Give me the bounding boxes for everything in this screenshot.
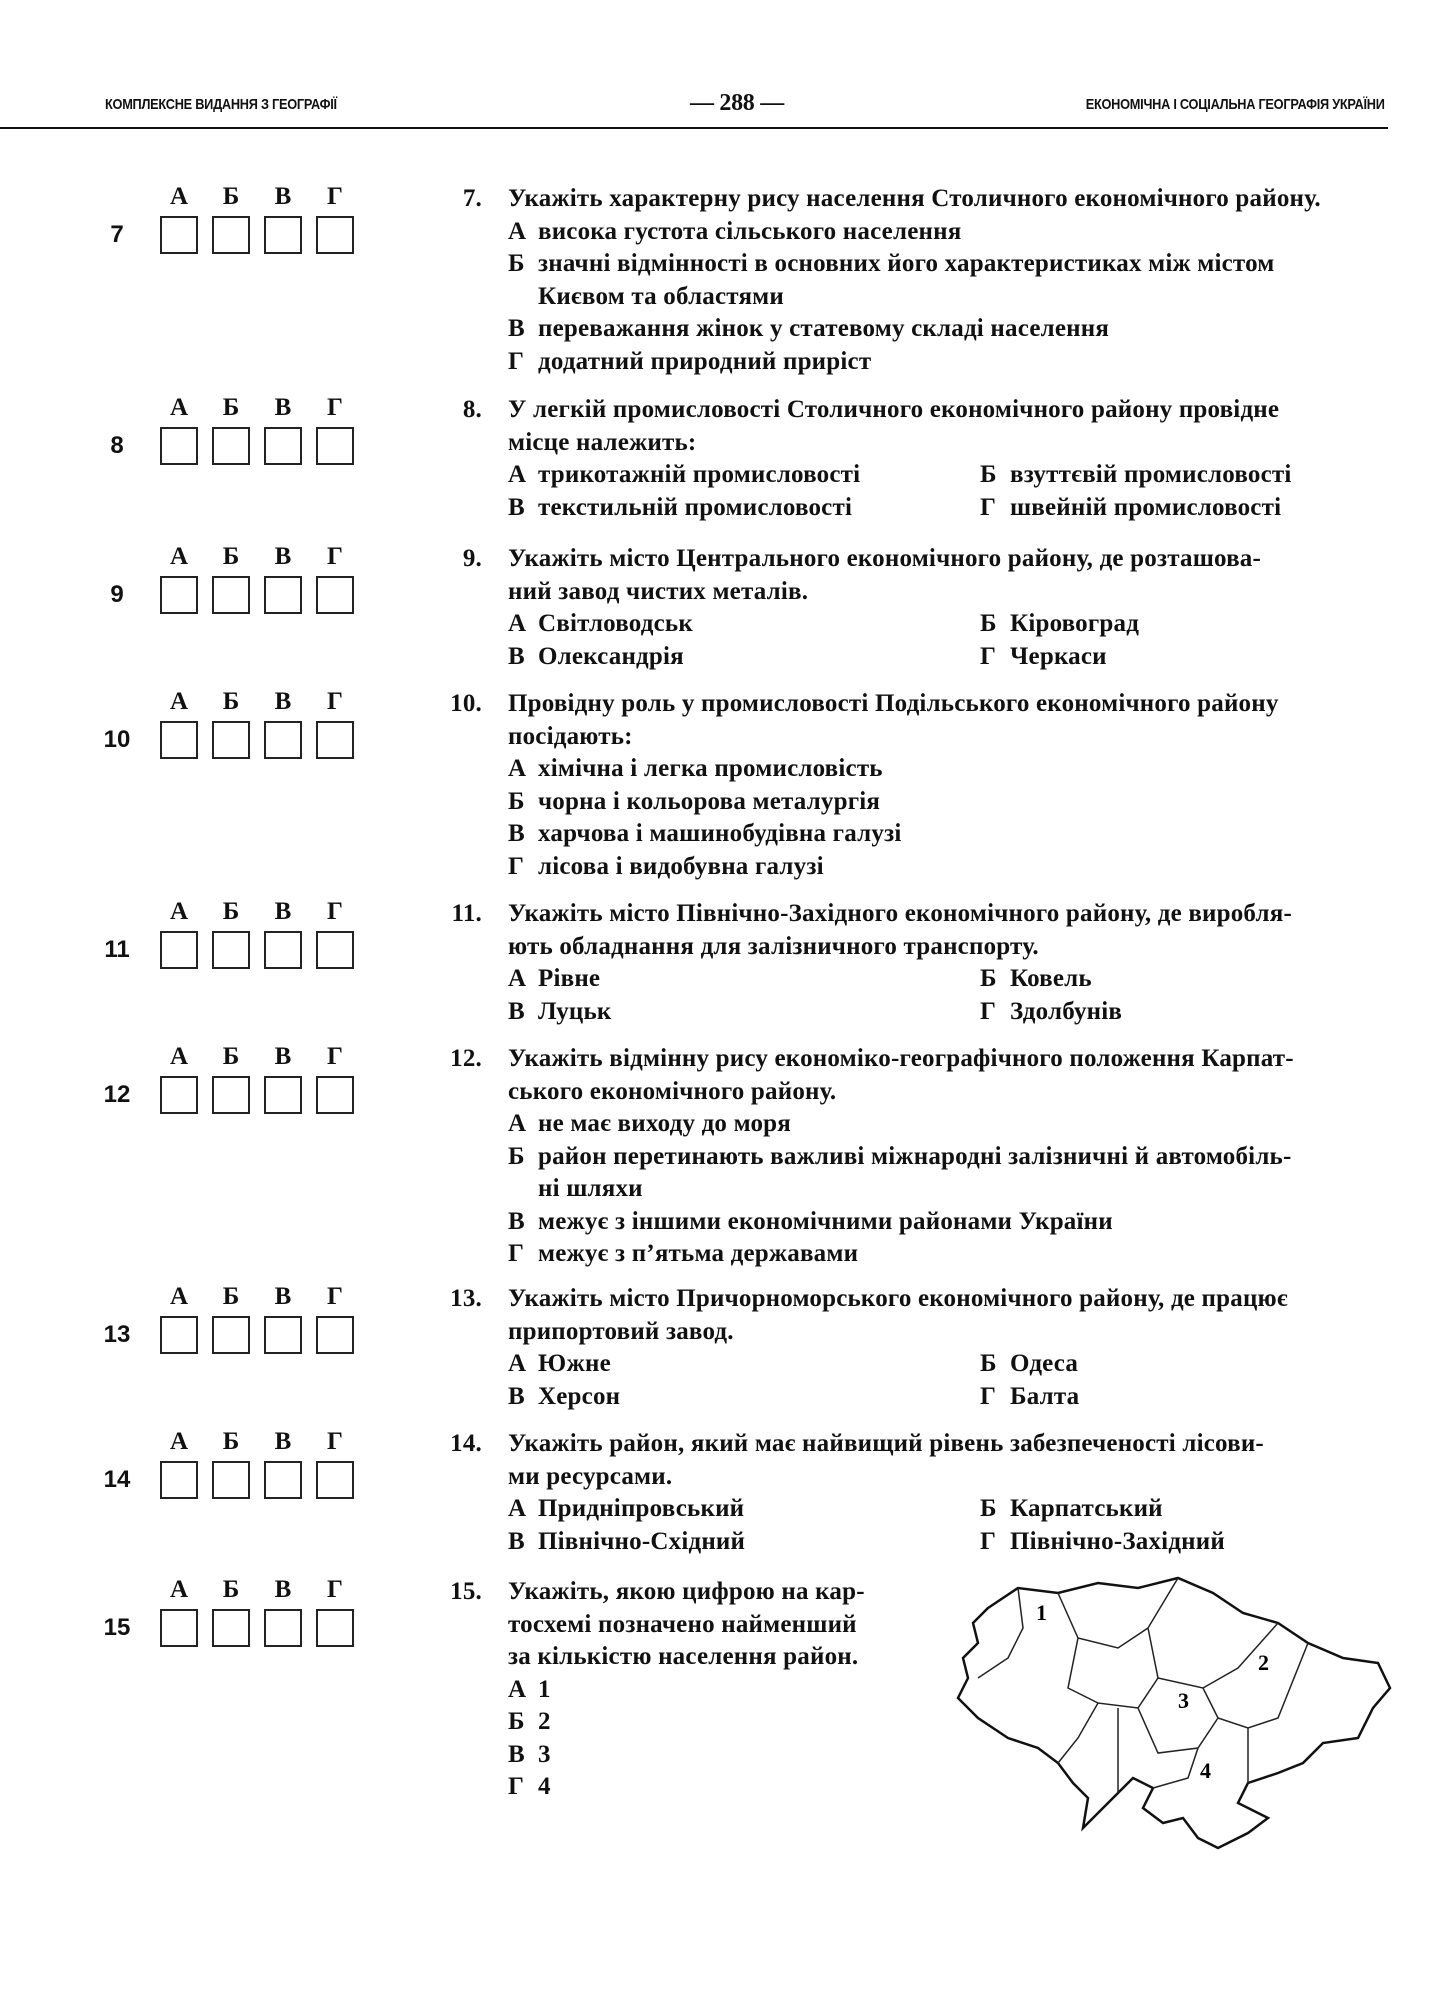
- question-text: за кількістю населення район.: [508, 1643, 859, 1670]
- answer-letter: Б: [222, 1043, 240, 1070]
- option-text[interactable]: висока густота сільського населення: [538, 217, 962, 245]
- answer-letter: А: [169, 688, 189, 715]
- answer-letter: А: [169, 1576, 189, 1603]
- question-text: ми ресурсами.: [508, 1462, 673, 1490]
- answer-letter: Б: [222, 394, 240, 421]
- question-text: ють обладнання для залізничного транспорту.: [508, 932, 1039, 960]
- map-outline: [958, 1578, 1390, 1848]
- option-letter[interactable]: А: [508, 965, 527, 992]
- option-text[interactable]: Здолбунів: [1010, 997, 1123, 1025]
- answer-checkbox[interactable]: [316, 721, 354, 759]
- question-text: Укажіть, якою цифрою на кар-: [508, 1578, 865, 1605]
- option-letter[interactable]: Б: [980, 461, 997, 488]
- option-letter[interactable]: Б: [980, 1350, 997, 1377]
- answer-checkbox[interactable]: [264, 1609, 302, 1647]
- header-divider: [0, 127, 1388, 129]
- answer-letter: В: [274, 688, 292, 715]
- option-text[interactable]: Карпатський: [1010, 1495, 1163, 1522]
- option-text[interactable]: Світловодськ: [538, 610, 693, 637]
- option-letter[interactable]: Б: [508, 1142, 525, 1170]
- answer-row-number: 15: [103, 1614, 131, 1641]
- option-text[interactable]: Північно-Західний: [1010, 1527, 1225, 1555]
- option-letter[interactable]: Г: [980, 1382, 997, 1410]
- question-text: Укажіть характерну рису населення Столичного економічного району.: [508, 185, 1321, 212]
- option-letter[interactable]: В: [508, 493, 525, 521]
- option-letter[interactable]: Б: [508, 787, 525, 815]
- option-text[interactable]: Луцьк: [538, 997, 612, 1025]
- option-letter[interactable]: А: [508, 217, 527, 245]
- answer-checkbox[interactable]: [264, 427, 302, 465]
- option-text[interactable]: Північно-Східний: [538, 1527, 746, 1555]
- answer-letter: А: [169, 1283, 189, 1310]
- question-text: Укажіть відмінну рису економіко-географічного положення Карпат-: [508, 1045, 1294, 1072]
- question-number: 7.: [462, 185, 482, 212]
- option-text[interactable]: взуттєвій промисловості: [1010, 461, 1292, 488]
- option-letter[interactable]: А: [508, 1110, 527, 1137]
- answer-checkbox[interactable]: [212, 1461, 250, 1499]
- answer-checkbox[interactable]: [316, 576, 354, 614]
- answer-letter: В: [274, 394, 292, 421]
- answer-checkbox[interactable]: [160, 1461, 198, 1499]
- answer-letter: В: [274, 1043, 292, 1070]
- answer-checkbox[interactable]: [316, 1316, 354, 1354]
- option-text[interactable]: ні шляхи: [538, 1175, 643, 1202]
- option-letter[interactable]: В: [508, 820, 525, 847]
- answer-letter: Б: [222, 543, 240, 570]
- question-text: Укажіть місто Причорноморського економічного району, де працює: [508, 1285, 1288, 1312]
- answer-checkbox[interactable]: [316, 1609, 354, 1647]
- answer-checkbox[interactable]: [264, 1076, 302, 1114]
- answer-letter: Б: [222, 1576, 240, 1603]
- answer-checkbox[interactable]: [316, 427, 354, 465]
- answer-letter: Б: [222, 183, 240, 210]
- answer-checkbox[interactable]: [160, 1316, 198, 1354]
- option-text[interactable]: текстильній промисловості: [538, 493, 853, 521]
- option-text[interactable]: трикотажній промисловості: [538, 461, 861, 488]
- answer-checkbox[interactable]: [264, 216, 302, 254]
- option-text[interactable]: додатний природний приріст: [538, 347, 872, 375]
- page-number: — 288 —: [690, 90, 784, 116]
- answer-letter: Б: [222, 898, 240, 925]
- header-section-title: ЕКОНОМІЧНА І СОЦІАЛЬНА ГЕОГРАФІЯ УКРАЇНИ: [1086, 96, 1385, 113]
- answer-row-number: 12: [103, 1081, 131, 1108]
- answer-letter: А: [169, 1043, 189, 1070]
- option-text[interactable]: 1: [538, 1675, 551, 1703]
- question-text: Провідну роль у промисловості Подільського економічного району: [508, 690, 1279, 717]
- map-label-2: 2: [1258, 1650, 1269, 1675]
- answer-checkbox[interactable]: [212, 1316, 250, 1354]
- option-letter[interactable]: Б: [508, 250, 525, 277]
- option-letter[interactable]: А: [508, 461, 527, 488]
- answer-checkbox[interactable]: [212, 427, 250, 465]
- answer-letter: Б: [222, 1428, 240, 1455]
- option-letter[interactable]: А: [508, 755, 527, 782]
- option-letter[interactable]: Б: [980, 610, 997, 637]
- answer-letter: А: [169, 898, 189, 925]
- answer-checkbox[interactable]: [316, 931, 354, 969]
- answer-letter: Г: [327, 1428, 343, 1455]
- option-letter[interactable]: В: [508, 1382, 525, 1410]
- option-letter[interactable]: А: [508, 1350, 527, 1377]
- answer-checkbox[interactable]: [316, 216, 354, 254]
- ukraine-map: [948, 1568, 1398, 1865]
- question-text: Укажіть місто Північно-Західного економічного району, де виробля-: [508, 900, 1292, 927]
- option-text[interactable]: Одеса: [1010, 1350, 1079, 1377]
- option-text[interactable]: лісова і видобувна галузі: [538, 852, 824, 880]
- option-text[interactable]: хімічна і легка промисловість: [538, 755, 883, 782]
- answer-letter: Г: [327, 394, 343, 421]
- answer-letter: А: [169, 394, 189, 421]
- answer-row-number: 10: [103, 726, 131, 753]
- question-number: 12.: [450, 1045, 482, 1072]
- option-text[interactable]: межує з іншими економічними районами України: [538, 1207, 1113, 1235]
- answer-letter: Г: [327, 898, 343, 925]
- option-letter[interactable]: А: [508, 610, 527, 637]
- answer-checkbox[interactable]: [212, 1076, 250, 1114]
- question-number: 10.: [450, 690, 482, 717]
- question-text: ний завод чистих металів.: [508, 577, 809, 605]
- question-text: посідають:: [508, 722, 633, 750]
- option-letter[interactable]: Б: [980, 1495, 997, 1522]
- answer-letter: А: [169, 543, 189, 570]
- option-text[interactable]: Олександрія: [538, 642, 684, 670]
- question-number: 13.: [450, 1285, 482, 1312]
- answer-checkbox[interactable]: [160, 931, 198, 969]
- option-text[interactable]: не має виходу до моря: [538, 1110, 792, 1137]
- option-text[interactable]: Херсон: [538, 1382, 621, 1410]
- question-text: ського економічного району.: [508, 1077, 837, 1105]
- answer-checkbox[interactable]: [212, 721, 250, 759]
- answer-row-number: 9: [110, 581, 124, 608]
- option-text[interactable]: Черкаси: [1010, 642, 1107, 670]
- option-letter[interactable]: В: [508, 315, 525, 342]
- answer-checkbox[interactable]: [160, 216, 198, 254]
- question-number: 15.: [450, 1578, 482, 1605]
- option-text[interactable]: Ковель: [1010, 965, 1092, 992]
- option-letter[interactable]: В: [508, 1740, 525, 1768]
- option-text[interactable]: Києвом та областями: [538, 282, 785, 310]
- map-label-3: 3: [1178, 1688, 1189, 1713]
- answer-checkbox[interactable]: [264, 1461, 302, 1499]
- answer-checkbox[interactable]: [264, 931, 302, 969]
- option-letter[interactable]: В: [508, 997, 525, 1025]
- option-letter[interactable]: Б: [508, 1708, 525, 1735]
- option-letter[interactable]: А: [508, 1675, 527, 1703]
- answer-letter: Б: [222, 688, 240, 715]
- answer-checkbox[interactable]: [212, 216, 250, 254]
- option-text[interactable]: чорна і кольорова металургія: [538, 787, 881, 815]
- question-number: 11.: [451, 900, 482, 927]
- option-letter[interactable]: Г: [980, 642, 997, 670]
- answer-letter: В: [274, 183, 292, 210]
- option-letter[interactable]: Г: [508, 1773, 525, 1800]
- option-text[interactable]: Рівне: [538, 965, 601, 992]
- answer-checkbox[interactable]: [212, 576, 250, 614]
- option-text[interactable]: харчова і машинобудівна галузі: [538, 820, 902, 847]
- option-letter[interactable]: Г: [508, 1240, 525, 1267]
- question-text: місце належить:: [508, 428, 697, 456]
- answer-letter: В: [274, 1576, 292, 1603]
- answer-letter: Г: [327, 543, 343, 570]
- answer-checkbox[interactable]: [264, 1316, 302, 1354]
- answer-checkbox[interactable]: [264, 721, 302, 759]
- option-text[interactable]: межує з п’ятьма державами: [538, 1240, 859, 1267]
- option-text[interactable]: Кіровоград: [1010, 610, 1140, 637]
- answer-letter: Б: [222, 1283, 240, 1310]
- answer-letter: Г: [327, 183, 343, 210]
- answer-checkbox[interactable]: [160, 1609, 198, 1647]
- answer-checkbox[interactable]: [160, 1076, 198, 1114]
- option-letter[interactable]: Г: [508, 347, 525, 375]
- answer-row-number: 14: [103, 1466, 131, 1493]
- option-text[interactable]: 2: [538, 1708, 551, 1735]
- option-text[interactable]: район перетинають важливі міжнародні залізничні й автомобіль-: [538, 1142, 1292, 1170]
- question-text: У легкій промисловості Столичного економічного району провідне: [508, 396, 1280, 423]
- answer-letter: В: [274, 898, 292, 925]
- answer-checkbox[interactable]: [212, 1609, 250, 1647]
- question-number: 8.: [462, 396, 482, 423]
- option-letter[interactable]: В: [508, 1207, 525, 1235]
- option-letter[interactable]: В: [508, 642, 525, 670]
- question-text: припортовий завод.: [508, 1317, 734, 1345]
- answer-checkbox[interactable]: [160, 427, 198, 465]
- option-letter[interactable]: Г: [980, 493, 997, 521]
- map-label-4: 4: [1200, 1758, 1211, 1783]
- question-text: тосхемі позначено найменший: [508, 1610, 857, 1638]
- option-text[interactable]: Придніпровський: [538, 1495, 745, 1522]
- answer-row-number: 7: [110, 221, 124, 248]
- answer-checkbox[interactable]: [264, 576, 302, 614]
- question-text: Укажіть район, який має найвищий рівень забезпеченості лісови-: [508, 1430, 1264, 1457]
- question-text: Укажіть місто Центрального економічного району, де розташова-: [508, 545, 1262, 572]
- option-text[interactable]: Балта: [1010, 1382, 1080, 1410]
- answer-checkbox[interactable]: [160, 721, 198, 759]
- answer-letter: Г: [327, 1576, 343, 1603]
- answer-checkbox[interactable]: [316, 1461, 354, 1499]
- answer-checkbox[interactable]: [316, 1076, 354, 1114]
- answer-row-number: 11: [104, 936, 130, 963]
- option-text[interactable]: 4: [538, 1773, 551, 1800]
- question-number: 14.: [450, 1430, 482, 1457]
- answer-checkbox[interactable]: [160, 576, 198, 614]
- answer-letter: Г: [327, 1283, 343, 1310]
- option-letter[interactable]: Б: [980, 965, 997, 992]
- option-letter[interactable]: Г: [980, 997, 997, 1025]
- answer-letter: Г: [327, 688, 343, 715]
- option-text[interactable]: переважання жінок у статевому складі населення: [538, 315, 1110, 342]
- question-number: 9.: [462, 545, 482, 572]
- option-letter[interactable]: В: [508, 1527, 525, 1555]
- option-text[interactable]: значні відмінності в основних його характеристиках між містом: [538, 250, 1275, 277]
- option-text[interactable]: швейній промисловості: [1010, 493, 1282, 521]
- map-label-1: 1: [1036, 1600, 1047, 1625]
- answer-checkbox[interactable]: [212, 931, 250, 969]
- answer-letter: В: [274, 1283, 292, 1310]
- option-text[interactable]: 3: [538, 1740, 551, 1768]
- option-text[interactable]: Южне: [538, 1350, 611, 1377]
- answer-row-number: 13: [103, 1321, 131, 1348]
- answer-letter: В: [274, 543, 292, 570]
- answer-row-number: 8: [110, 432, 124, 459]
- answer-letter: А: [169, 1428, 189, 1455]
- option-letter[interactable]: А: [508, 1495, 527, 1522]
- answer-letter: Г: [327, 1043, 343, 1070]
- answer-letter: В: [274, 1428, 292, 1455]
- option-letter[interactable]: Г: [980, 1527, 997, 1555]
- header-book-title: КОМПЛЕКСНЕ ВИДАННЯ З ГЕОГРАФІЇ: [105, 96, 337, 113]
- option-letter[interactable]: Г: [508, 852, 525, 880]
- answer-letter: А: [169, 183, 189, 210]
